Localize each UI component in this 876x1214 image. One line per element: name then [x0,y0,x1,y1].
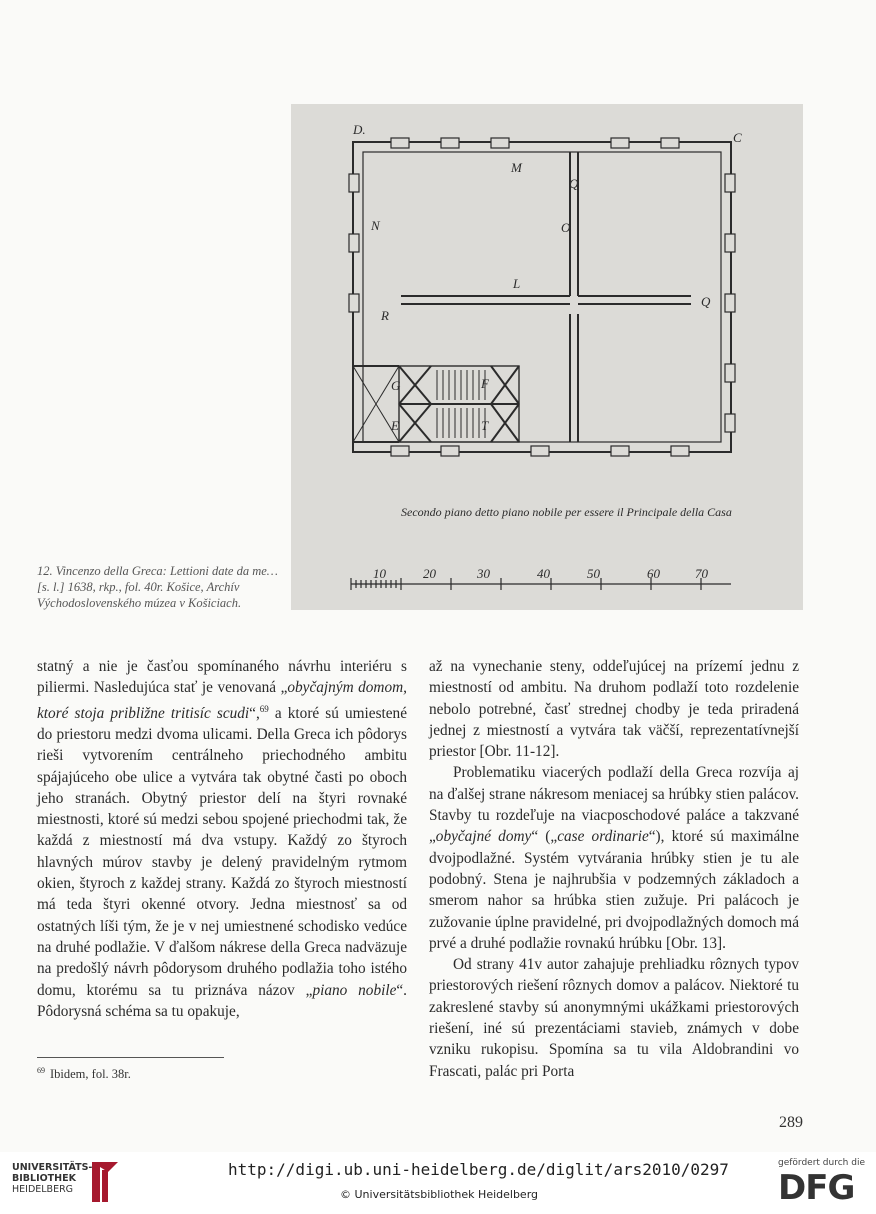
scale-label: 20 [423,566,436,581]
plan-letter: G [391,378,401,393]
university-logo-icon [88,1158,122,1206]
plan-letter: D. [353,122,366,137]
paragraph: Problematiku viacerých podlaží della Greca rozvíja aj na ďalšej strane nákresom meniacej sa hrúbky stien palácov. Stavby tu rozdeľuje na viacposchodové paláce a takzvané „obyčajné domy“ („case ordinarie“), ktoré sú maximálne dvojpodlažné. Systém vytvárania hrúbky stien je tu ale podobný. Stena je najhrubšia v podzemných základoch a smerom nahor sa hrúbka stien zužuje. Pri palácoch je zužovanie úplne pravidelné, pri dvojpodlažných domoch má prvé a druhé podlažie rovnakú hrúbku [Obr. 13]. [429,764,799,952]
figure-caption: 12. Vincenzo della Greca: Lettioni date da me… [s. l.] 1638, rkp., fol. 40r. Košice, Archív Východoslovenského múzea v Košiciach. [37,564,278,610]
footer-bar [0,1152,876,1214]
plan-letter: Q [569,176,579,191]
library-name[interactable]: UNIVERSITÄTS- BIBLIOTHEK HEIDELBERG [12,1162,93,1195]
page-number: 289 [779,1114,803,1131]
plan-letter: N [371,218,380,233]
floor-plan-figure [291,104,803,610]
plan-letter: Q [701,294,711,309]
scale-label: 70 [695,566,708,581]
scale-label: 40 [537,566,550,581]
scale-label: 10 [373,566,386,581]
paragraph: statný a nie je časťou spomínaného návrhu interiéru s piliermi. Nasledujúca stať je venovaná „obyčajným domom, ktoré stoja približne tritisíc scudi“,$^{69}$ a ktoré sú umiestené do priestoru medzi dvoma ulicami. Della Greca ich pôdorys rieši vytvorením centrálneho priechodného ambitu spájajúceho obe ulice a vytvára tak obytné časti po oboch jeho stranách. Obytný priestor delí na štyri rovnaké miestnosti, ktoré sú medzi sebou spojené priechodmi tak, že každá z miestností má dva vstupy. Každý zo štyroch hlavných múrov stavby je delený pravidelným rytmom okien, štyroch z každej strany. Každá zo štyroch miestností má teda štyri okenné otvory. Jedna miestnosť sa od ostatných líši tým, že je v nej umiestnené schodisko vedúce na druhé podlažie. V ďalšom nákrese della Greca nadväzuje na predošlý návrh pôdorysom druhého podlažia toho istého domu, ktorému sa tu priznáva názov „piano nobile“. Pôdorysná schéma sa tu opakuje, [37,658,408,1020]
scale-label: 30 [477,566,490,581]
paragraph: Od strany 41v autor zahajuje prehliadku rôznych typov priestorových riešení rôznych domov a palácov. Niektoré tu zakreslené stavby sú anonymnými ukážkami priestorových riešení, iné sú prezentáciami stavieb, známych v dobe vzniku rukopisu. Spomína sa tu vila Aldobrandini vo Frascati, palác pri Porta [429,956,799,1080]
footnote-ref[interactable]: 69 [259,703,269,714]
scale-label: 60 [647,566,660,581]
plan-letter: R [381,308,389,323]
plan-letter: T [481,418,489,433]
handwritten-annotation: Secondo piano detto piano nobile per essere il Principale della Casa [401,505,732,519]
document-url-link[interactable]: http://digi.ub.uni-heidelberg.de/diglit/ars2010/0297 [228,1160,729,1179]
footnote-divider [37,1057,224,1058]
footnote-number: 69 [37,1066,45,1075]
plan-letter: F [481,376,489,391]
plan-letter: L [513,276,521,291]
scale-label: 50 [587,566,600,581]
dfg-logo[interactable]: DFG [778,1168,855,1208]
plan-letter: C [733,130,742,145]
plan-letter: M [511,160,522,175]
plan-letter: E [391,418,399,433]
footnote [37,1066,131,1082]
right-column [429,656,799,1082]
left-column [37,656,407,1022]
copyright-text: © Universitätsbibliothek Heidelberg [340,1188,539,1201]
footnote-text: Ibidem, fol. 38r. [50,1067,131,1082]
funding-note: gefördert durch die [778,1158,865,1168]
paragraph: až na vynechanie steny, oddeľujúcej na prízemí jednu z miestností od ambitu. Na druhom podlaží toto rozdelenie nebolo potrebné, časť strednej chodby je teda priradená jednej z miestností a vytvára tak väčší, reprezentatívnejší priestor [Obr. 11-12]. [429,658,799,761]
plan-letter: O [561,220,571,235]
